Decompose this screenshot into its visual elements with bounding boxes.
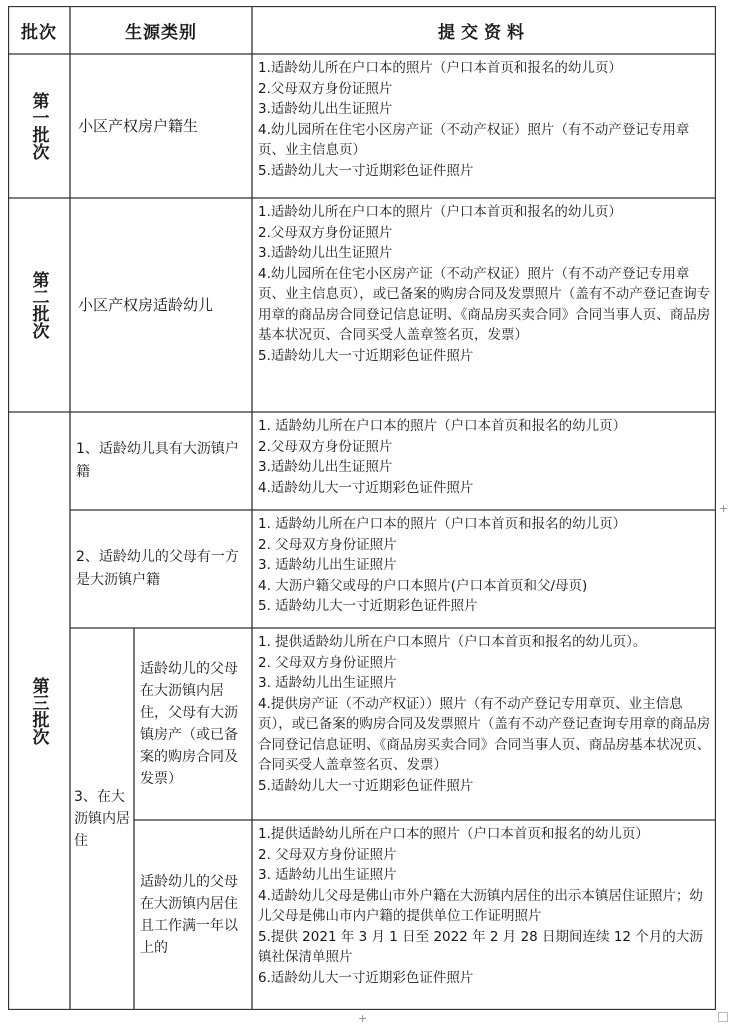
list-item: 3. 适龄幼儿出生证照片 <box>258 867 397 883</box>
list-item: 1. 适龄幼儿所在户口本的照片（户口本首页和报名的幼儿页） <box>258 418 627 434</box>
list-item: 4.幼儿园所在住宅小区房产证（不动产权证）照片（有不动产登记专用章页、业主信息页） <box>258 121 690 158</box>
table-add-row-plus-icon[interactable]: + <box>358 1012 368 1025</box>
batch-2-items <box>252 200 716 412</box>
list-item: 4.提供房产证（不动产权证））照片（有不动产登记专用章页、业主信息页），或已备案的购房合同及发票照片（盖有不动产登记查询专用章的商品房合同登记信息证明、《商品房买卖合同》合同当事人页、商品房基本状况页、合同买受人盖章签名页、发票） <box>258 695 711 773</box>
batch-1-items <box>252 56 716 198</box>
list-item: 2.父母双方身份证照片 <box>258 80 393 97</box>
batch-1-source: 小区产权房户籍生 <box>78 117 199 135</box>
list-item: 4.幼儿园所在住宅小区房产证（不动产权证）照片（有不动产登记专用章页、业主信息页），或已备案的购房合同及发票照片（盖有不动产登记查询专用章的商品房合同登记信息证明、《商品房买卖合同》合同当事人页、商品房基本状况页、合同买受人盖章签名页，发票） <box>258 265 711 343</box>
list-item: 5.适龄幼儿大一寸近期彩色证件照片 <box>258 777 474 794</box>
list-item: 3.适龄幼儿出生证照片 <box>258 101 393 117</box>
list-item: 3.适龄幼儿出生证照片 <box>258 459 393 475</box>
list-item: 5.适龄幼儿大一寸近期彩色证件照片 <box>258 347 474 364</box>
batch-3-group-label: 3、在大沥镇内居住 <box>74 789 130 849</box>
list-item: 5.提供 2021 年 3 月 1 日至 2022 年 2 月 28 日期间连续 12 个月的大沥镇社保清单照片 <box>258 928 703 965</box>
list-item: 4. 大沥户籍父或母的户口本照片(户口本首页和父/母页) <box>258 577 588 594</box>
list-item: 2. 父母双方身份证照片 <box>258 846 397 863</box>
list-item: 2.父母双方身份证照片 <box>258 224 393 241</box>
batch-3-group-sub1-source: 适龄幼儿的父母在大沥镇内居住，父母有大沥镇房产（或已备案的购房合同及发票） <box>140 661 238 787</box>
list-item: 1. 适龄幼儿所在户口本的照片（户口本首页和报名的幼儿页） <box>258 516 627 532</box>
list-item: 4.适龄幼儿父母是佛山市外户籍在大沥镇内居住的出示本镇居住证照片；幼儿父母是佛山市内户籍的提供单位工作证明照片 <box>258 887 703 924</box>
batch-2-label: 第二批次 <box>28 271 49 339</box>
batch-1-label: 第一批次 <box>28 92 49 160</box>
list-item: 1.适龄幼儿所在户口本的照片（户口本首页和报名的幼儿页） <box>258 204 622 220</box>
table-resize-handle-icon[interactable] <box>718 1012 728 1022</box>
batch-3-sub1-items <box>252 414 716 510</box>
batch-3-group-sub2-source: 适龄幼儿的父母在大沥镇内居住且工作满一年以上的 <box>140 874 238 956</box>
batch-3-sub1-source: 1、适龄幼儿具有大沥镇户籍 <box>76 441 239 480</box>
batch-3-group-sub1-items <box>252 630 716 820</box>
list-item: 1. 提供适龄幼儿所在户口本照片（户口本首页和报名的幼儿页）。 <box>258 634 647 650</box>
list-item: 3. 适龄幼儿出生证照片 <box>258 557 397 573</box>
batch-3-label: 第三批次 <box>28 677 49 745</box>
batch-3-group-sub2-items <box>252 822 716 1010</box>
list-item: 1.提供适龄幼儿所在户口本的照片（户口本首页和报名的幼儿页） <box>258 826 649 842</box>
list-item: 3. 适龄幼儿出生证照片 <box>258 675 397 691</box>
list-item: 3.适龄幼儿出生证照片 <box>258 245 393 261</box>
header-source: 生源类别 <box>125 22 197 43</box>
list-item: 1.适龄幼儿所在户口本的照片（户口本首页和报名的幼儿页） <box>258 60 622 76</box>
list-item: 5. 适龄幼儿大一寸近期彩色证件照片 <box>258 598 478 614</box>
list-item: 2. 父母双方身份证照片 <box>258 654 397 671</box>
list-item: 2.父母双方身份证照片 <box>258 438 393 455</box>
requirements-table <box>8 6 716 1010</box>
table-resize-plus-icon[interactable]: + <box>719 502 729 515</box>
list-item: 6.适龄幼儿大一寸近期彩色证件照片 <box>258 969 474 986</box>
list-item: 5.适龄幼儿大一寸近期彩色证件照片 <box>258 162 474 179</box>
batch-3-sub2-source: 2、适龄幼儿的父母有一方是大沥镇户籍 <box>76 549 239 588</box>
list-item: 4.适龄幼儿大一寸近期彩色证件照片 <box>258 479 474 496</box>
batch-3-sub2-items <box>252 512 716 628</box>
header-batch: 批次 <box>21 22 57 43</box>
batch-2-source: 小区产权房适龄幼儿 <box>78 296 214 314</box>
header-docs: 提交资料 <box>438 22 530 43</box>
list-item: 2. 父母双方身份证照片 <box>258 536 397 553</box>
